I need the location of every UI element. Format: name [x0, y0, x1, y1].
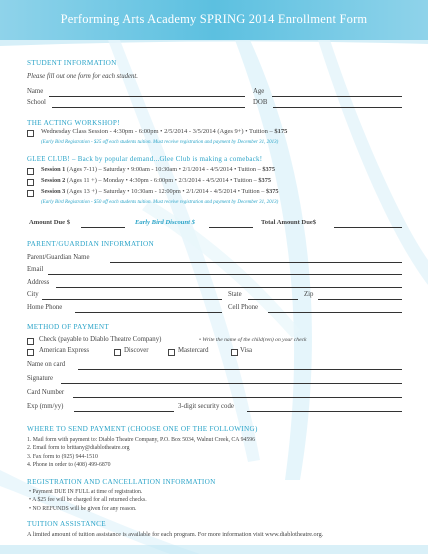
discover-label: Discover — [124, 347, 149, 354]
address-label: Address — [27, 279, 50, 286]
check-label: Check (payable to Diablo Theatre Company) — [39, 336, 162, 343]
cell-phone-field[interactable] — [268, 312, 402, 313]
address-field[interactable] — [56, 287, 402, 288]
city-label: City — [27, 291, 39, 298]
glee-session1-checkbox[interactable] — [27, 168, 34, 175]
zip-field[interactable] — [318, 299, 402, 300]
list-item: 1. Mail form with payment to: Diablo Theatre Company, P.O. Box 5034, Walnut Creek, CA 94596 — [27, 437, 256, 443]
security-field[interactable] — [247, 411, 402, 412]
glee-session2: Session 2 (Ages 11 +) – Monday • 4:30pm - 6:00pm • 2/3/2014 - 4/5/2014 • Tuition – $375 — [41, 177, 271, 184]
student-instruction: Please fill out one form for each student. — [27, 73, 139, 80]
visa-label: Visa — [240, 347, 253, 354]
check-checkbox[interactable] — [27, 338, 34, 345]
state-label: State — [228, 291, 242, 298]
home-phone-label: Home Phone — [27, 304, 63, 311]
dob-label: DOB — [253, 99, 268, 106]
list-item: • NO REFUNDS will be given for any reason. — [29, 505, 137, 512]
workshop-checkbox[interactable] — [27, 130, 34, 137]
dob-field[interactable] — [273, 107, 402, 108]
check-note: • Write the name of the child(ren) on your check — [199, 337, 307, 343]
name-on-card-field[interactable] — [78, 369, 402, 370]
send-list — [27, 436, 255, 469]
mastercard-checkbox[interactable] — [168, 349, 175, 356]
state-field[interactable] — [248, 299, 298, 300]
list-item: 3. Fax form to (925) 944-1510 — [27, 453, 98, 460]
glee-session3-checkbox[interactable] — [27, 190, 34, 197]
payment-heading: METHOD OF PAYMENT — [27, 323, 110, 331]
glee-discount-note: (Early Bird Registration - $50 off each students tuition. Must receive registration and payment by December 31, 2013) — [41, 200, 279, 205]
guardian-name-field[interactable] — [110, 262, 402, 263]
workshop-discount-note: (Early Bird Registration - $25 off each students tuition. Must receive registration and payment by December 31, 2013) — [41, 140, 279, 145]
email-field[interactable] — [48, 274, 402, 275]
exp-label: Exp (mm/yy) — [27, 403, 64, 410]
cell-phone-label: Cell Phone — [228, 304, 259, 311]
amex-label: American Express — [39, 347, 90, 354]
signature-field[interactable] — [61, 383, 402, 384]
home-phone-field[interactable] — [75, 312, 222, 313]
amex-checkbox[interactable] — [27, 349, 34, 356]
age-label: Age — [253, 88, 265, 95]
city-field[interactable] — [42, 299, 222, 300]
list-item: 2. Email form to brittany@diablotheatre.org — [27, 445, 130, 452]
early-bird-label: Early Bird Discount $ — [135, 219, 195, 226]
total-field[interactable] — [334, 227, 402, 228]
email-label: Email — [27, 266, 44, 273]
student-heading: STUDENT INFORMATION — [27, 59, 117, 67]
name-on-card-label: Name on card — [27, 361, 66, 368]
signature-label: Signature — [27, 375, 54, 382]
total-label: Total Amount Due$ — [261, 219, 317, 226]
security-label: 3-digit security code — [178, 403, 234, 410]
guardian-heading: PARENT/GUARDIAN INFORMATION — [27, 240, 155, 248]
name-label: Name — [27, 88, 44, 95]
guardian-name-label: Parent/Guardian Name — [27, 254, 90, 261]
tuition-heading: TUITION ASSISTANCE — [27, 520, 106, 528]
glee-heading: GLEE CLUB! – Back by popular demand...Glee Club is making a comeback! — [27, 156, 263, 163]
workshop-heading: THE ACTING WORKSHOP! — [27, 119, 120, 127]
card-number-label: Card Number — [27, 389, 65, 396]
workshop-session: Wednesday Class Session - 4:30pm - 6:00pm • 2/5/2014 - 3/5/2014 (Ages 9+) • Tuition – $175 — [41, 128, 288, 135]
early-bird-field[interactable] — [209, 227, 253, 228]
list-item: 4. Phone in order to (408) 499-6870 — [27, 461, 111, 468]
mastercard-label: Mastercard — [178, 347, 209, 354]
school-field[interactable] — [52, 107, 245, 108]
list-item: • Payment DUE IN FULL at time of registration. — [29, 489, 143, 495]
cancellation-heading: REGISTRATION AND CANCELLATION INFORMATION — [27, 478, 216, 486]
cancellation-list — [29, 488, 147, 513]
glee-session2-checkbox[interactable] — [27, 179, 34, 186]
tuition-text: A limited amount of tuition assistance is available for each program. For more information visit www.diablotheatre.org. — [27, 531, 324, 538]
form-title: Performing Arts Academy SPRING 2014 Enrollment Form — [60, 12, 368, 26]
discover-checkbox[interactable] — [114, 349, 121, 356]
age-field[interactable] — [272, 96, 402, 97]
exp-field[interactable] — [74, 411, 174, 412]
school-label: School — [27, 99, 46, 106]
name-field[interactable] — [49, 96, 245, 97]
visa-checkbox[interactable] — [231, 349, 238, 356]
send-heading: WHERE TO SEND PAYMENT (CHOOSE ONE OF THE FOLLOWING) — [27, 425, 258, 433]
glee-session3: Session 3 (Ages 13 +) – Saturday • 10:30am - 12:00pm • 2/1/2014 - 4/5/2014 • Tuition – $375 — [41, 188, 279, 195]
list-item: • A $25 fee will be charged for all returned checks. — [29, 497, 147, 504]
card-number-field[interactable] — [73, 397, 402, 398]
amount-due-label: Amount Due $ — [29, 219, 71, 226]
glee-session1: Session 1 (Ages 7-11) – Saturday • 9:00am - 10:30am • 2/1/2014 - 4/5/2014 • Tuition – $375 — [41, 166, 275, 173]
zip-label: Zip — [304, 291, 314, 298]
amount-due-field[interactable] — [81, 227, 125, 228]
